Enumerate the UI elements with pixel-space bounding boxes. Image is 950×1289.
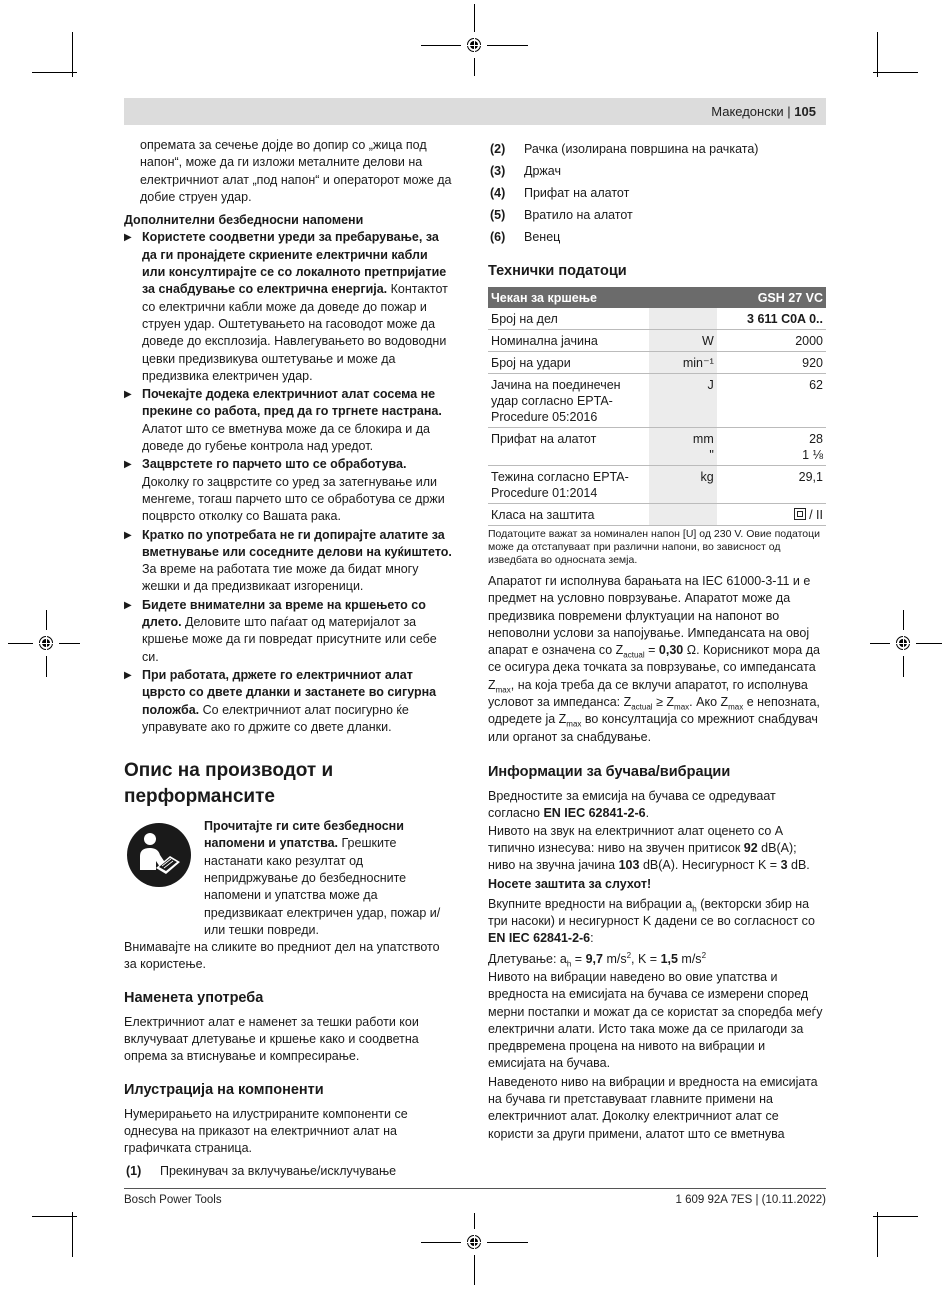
- component-item: (6) Венец: [490, 230, 561, 244]
- header-section: Македонски: [711, 104, 784, 119]
- registration-target-icon: [467, 38, 481, 52]
- arrow-icon: ▶: [124, 459, 132, 471]
- footer-doc-id: 1 609 92A 7ES | (10.11.2022): [675, 1194, 826, 1206]
- protection-class-icon: [794, 508, 806, 520]
- crop-mark: [72, 32, 73, 77]
- table-row: Број на удари min⁻¹ 920: [488, 352, 826, 374]
- crop-mark: [873, 1216, 918, 1217]
- tech-data-table: [488, 287, 826, 526]
- chiseling-values: Длетување: $a_h = 9,7$ $m/s^2$, K = 1,5 $m/s^2$: [488, 950, 707, 969]
- table-row: Класа на заштита / II: [488, 504, 826, 526]
- table-row: Прифат на алатот mm " 28 1 ⅛: [488, 428, 826, 466]
- table-row: Тежина согласно EPTA-Procedure 01:2014 kg 29,1: [488, 466, 826, 504]
- crop-mark: [877, 32, 878, 77]
- safety-bullet: ▶ Користете соодветни уреди за пребарување, за да ги пронајдете скриените електрични кабли или консултирајте се со локалното претпријатие за снабдување со електрична енергија. Контактот со електрични кабли може да доведе до пожар и струен удар. Оштетувањето на гасоводот може да доведе до експлозија. Навлегувањето во водоводни цевки предизвикува оштетување и може да предизвика електричен удар.: [124, 230, 448, 383]
- noise-levels-paragraph: Нивото на звук на електричниот алат оценето со A типично изнесува: ниво на звучен притисок 92 dB(A); ниво на звучна јачина 103 dB(A). Несигурност K = 3 dB.: [488, 823, 810, 873]
- table-header-row: [488, 287, 826, 308]
- right-column: [488, 138, 826, 1143]
- arrow-icon: ▶: [124, 599, 132, 611]
- table-header-label: Чекан за кршење: [488, 287, 717, 308]
- safety-bullet: ▶ Кратко по употребата не ги допирајте алатите за вметнување или соседните делови на куќиштето. За време на работата тие може да бидат многу жешки и да предизвикаат изгореници.: [124, 527, 452, 594]
- safety-bullets: [124, 229, 454, 736]
- safety-bullet: ▶ Бидете внимателни за време на кршењето со длето. Деловите што паѓаат од материјалот за кршење може да ги повредат присутните или себе си.: [124, 597, 437, 664]
- components-heading: Илустрација на компоненти: [124, 1081, 324, 1098]
- read-manual-text: Прочитајте ги сите безбедносни напомени и упатства. Грешките настанати како резултат од непридржување до безбедносните напомени и упатства може да предизвикаат електричен удар, пожар и/или тешки повреди.: [204, 819, 441, 937]
- noise-heading: Информации за бучава/вибрации: [488, 763, 731, 780]
- hearing-protection-note: Носете заштита за слухот!: [488, 877, 652, 892]
- table-row: Номинална јачина W 2000: [488, 330, 826, 352]
- component-item: (2) Рачка (изолирана површина на рачката): [490, 142, 759, 156]
- component-item: (1) Прекинувач за вклучување/исклучување: [126, 1163, 397, 1178]
- footer-brand: Bosch Power Tools: [124, 1194, 222, 1206]
- table-note: Податоците важат за номинален напон [U] од 230 V. Овие податоци може да отстапуваат при различни напони, во зависност од изведбата во односната земја.: [488, 528, 821, 566]
- intended-use-text: Електричниот алат е наменет за тешки работи кои вклучуваат длетување и кршење како и соодветна опрема за втиснување и компресирање.: [124, 1014, 419, 1064]
- noise-paragraph: Вредностите за емисија на бучава се одредуваат согласно EN IEC 62841-2-6.: [488, 788, 776, 821]
- read-manual-block: [124, 818, 454, 939]
- crop-mark: [32, 72, 77, 73]
- registration-target-icon: [896, 636, 910, 650]
- component-item: (3) Држач: [490, 164, 561, 178]
- read-manual-icon: [126, 822, 192, 888]
- pictures-note: Внимавајте на сликите во предниот дел на упатството за користење.: [124, 940, 440, 972]
- safety-bullet: ▶ При работата, држете го електричниот алат цврсто со двете дланки и застанете во сигурна положба. Со електричниот алат посигурно ќе управувате ако го држите со двете дланки.: [124, 667, 437, 734]
- header-label: Македонски | 105: [711, 104, 816, 119]
- left-column: [124, 137, 454, 1180]
- page-header: [124, 98, 826, 125]
- crop-mark: [72, 1212, 73, 1257]
- intro-paragraph: опремата за сечење дојде во допир со „жица под напон“, може да ги изложи металните делови на електричниот алат „под напон“ и операторот може да добие струен удар.: [140, 138, 452, 204]
- vibration-paragraph: Вкупните вредности на вибрации $a_h$ (векторски збир на три насоки) и несигурност K дадени се во согласност со EN IEC 62841-2-6:: [488, 896, 815, 946]
- intended-use-heading: Наменета употреба: [124, 989, 264, 1006]
- crop-mark: [32, 1216, 77, 1217]
- table-header-model: GSH 27 VC: [717, 287, 826, 308]
- crop-mark: [877, 1212, 878, 1257]
- arrow-icon: ▶: [124, 529, 132, 541]
- section-title: Опис на производот и перформансите: [124, 760, 334, 808]
- component-item: (5) Вратило на алатот: [490, 208, 633, 222]
- arrow-icon: ▶: [124, 232, 132, 244]
- safety-heading: Дополнителни безбедносни напомени: [124, 213, 364, 228]
- crop-mark: [873, 72, 918, 73]
- table-row: Јачина на поединечен удар согласно EPTA-Procedure 05:2016 J 62: [488, 374, 826, 428]
- arrow-icon: ▶: [124, 669, 132, 681]
- registration-target-icon: [39, 636, 53, 650]
- table-row: Број на дел 3 611 C0A 0..: [488, 308, 826, 330]
- components-text: Нумерирањето на илустрираните компоненти се однесува на приказот на електричниот алат на графичката страница.: [124, 1106, 408, 1156]
- arrow-icon: ▶: [124, 389, 132, 401]
- footer-divider: [124, 1188, 826, 1189]
- tech-data-heading: Технички податоци: [488, 263, 627, 279]
- safety-bullet: ▶ Почекајте додека електричниот алат сосема не прекине со работа, пред да го тргнете настрана. Алатот што се вметнува може да се блокира и да доведе до губење контрола над уредот.: [124, 387, 442, 454]
- iec-paragraph: Апаратот ги исполнува барањата на IEC 61000-3-11 и е предмет на условно поврзување. Апаратот може да предизвика повремени флуктуации на напонот во неповолни услови за напојување. Импедансата на овој апарат е означена со $Z_{actual} = 0,30$ Ω. Корисникот мора да се осигура дека точката за поврзување, со импедансата $Z_{max}$, на која треба да се вклучи апаратот, го исполнува условот за импеданса: $Z_{actual} \ge Z_{max}$. Ако $Z_{max}$ е непозната, одредете ја $Z_{max}$ во консултација со мрежниот снабдувач или органот за снабдување.: [488, 574, 820, 744]
- safety-bullet: ▶ Зацврстете го парчето што се обработува. Доколку го зацврстите со уред за затегнување или менгеме, тогаш парчето што се обработува се држи поцврсто отколку со Вашата рака.: [124, 457, 445, 524]
- page-number: 105: [794, 104, 816, 119]
- vibration-level-paragraph: Нивото на вибрации наведено во овие упатства и вредноста на емисијата на бучава се измерени според мерни постапки и можат да се користат за споредба меѓу електрични алати. Исто така може да се прилагоди за предвремена процена на нивото на вибрации и емисијата на бучава.: [488, 969, 823, 1071]
- vibration-applications-paragraph: Наведеното ниво на вибрации и вредноста на емисијата на бучава ги претставуваат главните примени на електричниот алат. Доколку електричниот алат се користи за други примени, алатот што се вметнува: [488, 1074, 818, 1141]
- component-item: (4) Прифат на алатот: [490, 186, 630, 200]
- registration-target-icon: [467, 1235, 481, 1249]
